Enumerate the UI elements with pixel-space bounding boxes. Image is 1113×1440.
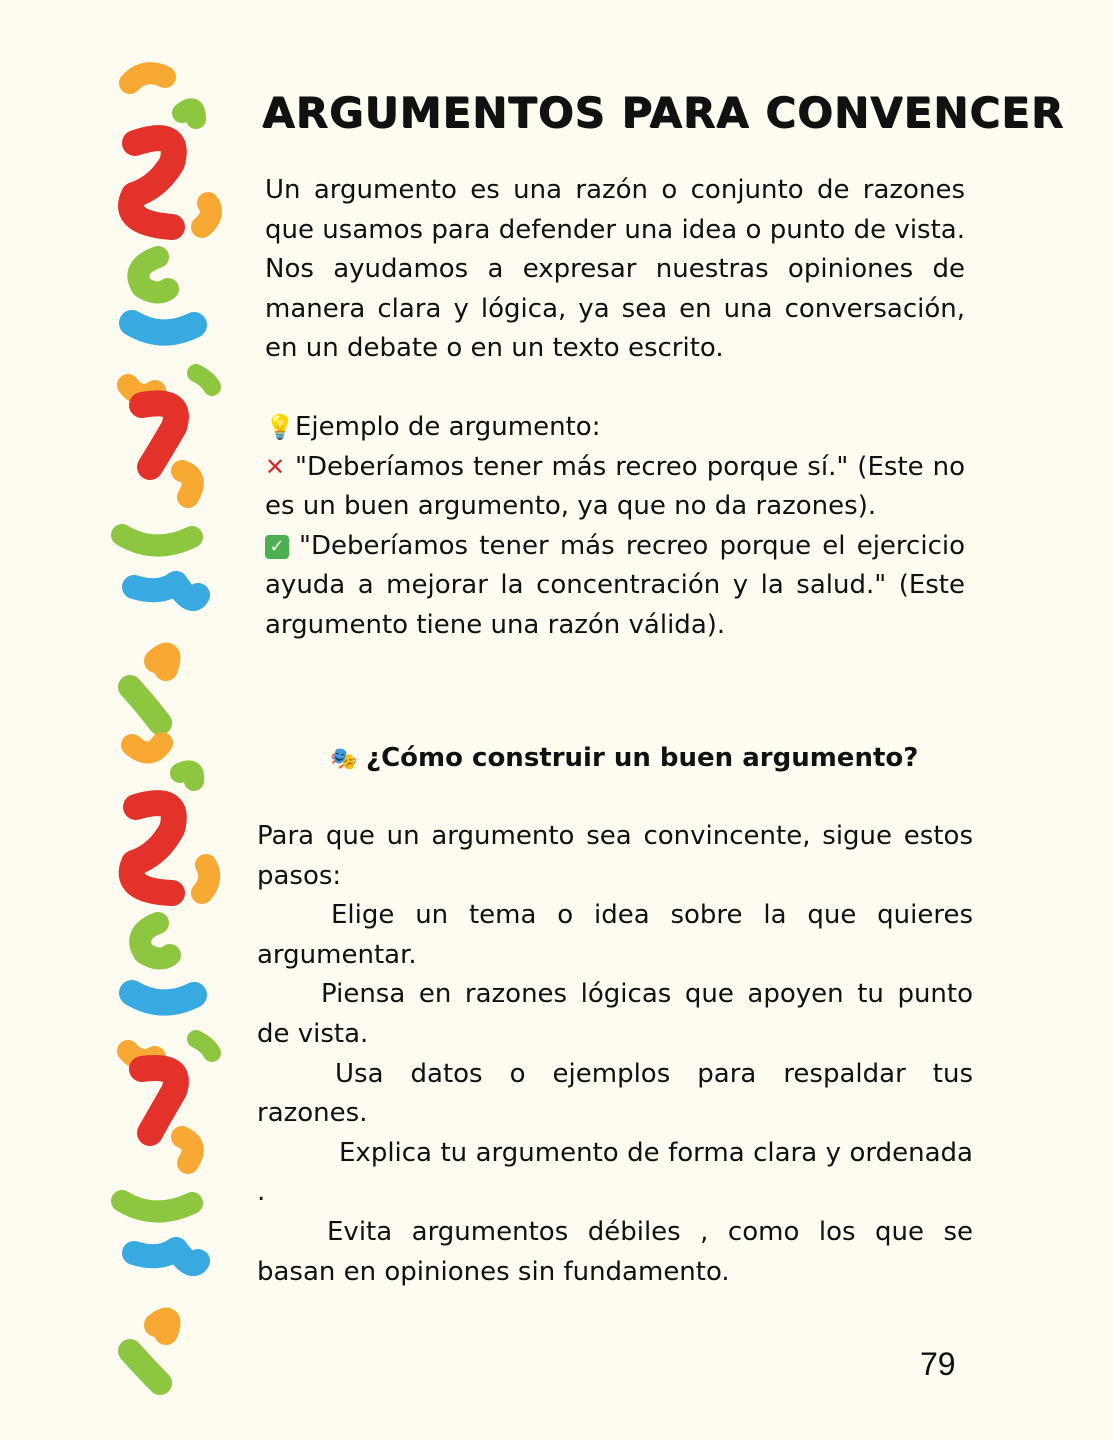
orange-blob — [202, 865, 209, 893]
check-mark-icon: ✓ — [265, 535, 289, 559]
red-squiggle — [142, 403, 176, 467]
step-item: Elige un tema o idea sobre la que quieres argumentar. — [257, 900, 973, 970]
red-squiggle — [142, 1068, 176, 1133]
theater-masks-icon: 🎭 — [330, 747, 358, 772]
orange-blob — [132, 743, 162, 753]
step-item: Evita argumentos débiles , como los que se basan en opiniones sin fundamento. — [257, 1216, 973, 1287]
green-blob — [130, 1351, 160, 1383]
red-squiggle — [131, 138, 174, 227]
good-example-text: "Deberíamos tener más recreo porque el ejercicio ayuda a mejorar la concentración y la salud." (Este argumento tiene una razón válida). — [265, 530, 965, 640]
page-number: 79 — [920, 1346, 956, 1382]
green-blob — [130, 687, 160, 723]
bad-example-line — [265, 448, 965, 527]
orange-blob — [182, 1137, 193, 1163]
green-blob — [138, 257, 168, 293]
orange-blob — [156, 1320, 168, 1333]
good-example-line — [265, 527, 965, 646]
step-item: Piensa en razones lógicas que apoyen tu punto de vista. — [257, 979, 973, 1049]
orange-blob — [130, 73, 165, 83]
blue-blob — [132, 993, 194, 1003]
blue-blob — [132, 323, 194, 333]
how-to-heading — [330, 738, 950, 780]
blue-blob — [134, 1249, 198, 1264]
orange-blob — [182, 471, 193, 497]
blue-blob — [134, 583, 198, 599]
cross-mark-icon: ✕ — [265, 452, 286, 481]
green-blob — [140, 923, 170, 959]
green-blob — [180, 770, 194, 781]
example-heading-line — [265, 408, 965, 448]
intro-paragraph: Un argumento es una razón o conjunto de razones que usamos para defender una idea o punto de vista. Nos ayudamos a expresar nuestras opiniones de manera clara y lógica, ya sea en una conversación, en un debate o en un texto escrito. — [265, 175, 965, 364]
orange-blob — [156, 655, 168, 669]
step-item: Explica tu argumento de forma clara y ordenada . — [257, 1137, 973, 1208]
steps-section — [257, 817, 973, 1292]
green-blob — [122, 1201, 192, 1212]
bad-example-text: "Deberíamos tener más recreo porque sí." (Este no es un buen argumento, ya que no da razones). — [265, 451, 965, 522]
step-item: Usa datos o ejemplos para respaldar tus razones. — [257, 1058, 973, 1129]
green-blob — [182, 108, 196, 119]
example-heading: Ejemplo de argumento: — [295, 412, 601, 442]
page-title: ARGUMENTOS PARA CONVENCER — [262, 88, 1065, 137]
example-section — [265, 408, 965, 646]
red-squiggle — [132, 803, 174, 893]
orange-blob — [202, 203, 211, 227]
green-blob — [196, 1039, 212, 1053]
decorative-blob-border — [100, 55, 240, 1405]
light-bulb-icon: 💡 — [265, 413, 295, 441]
how-to-heading-text: ¿Cómo construir un buen argumento? — [366, 743, 919, 773]
green-blob — [122, 535, 192, 546]
green-blob — [196, 373, 212, 387]
steps-lead: Para que un argumento sea convincente, sigue estos pasos: — [257, 821, 973, 891]
